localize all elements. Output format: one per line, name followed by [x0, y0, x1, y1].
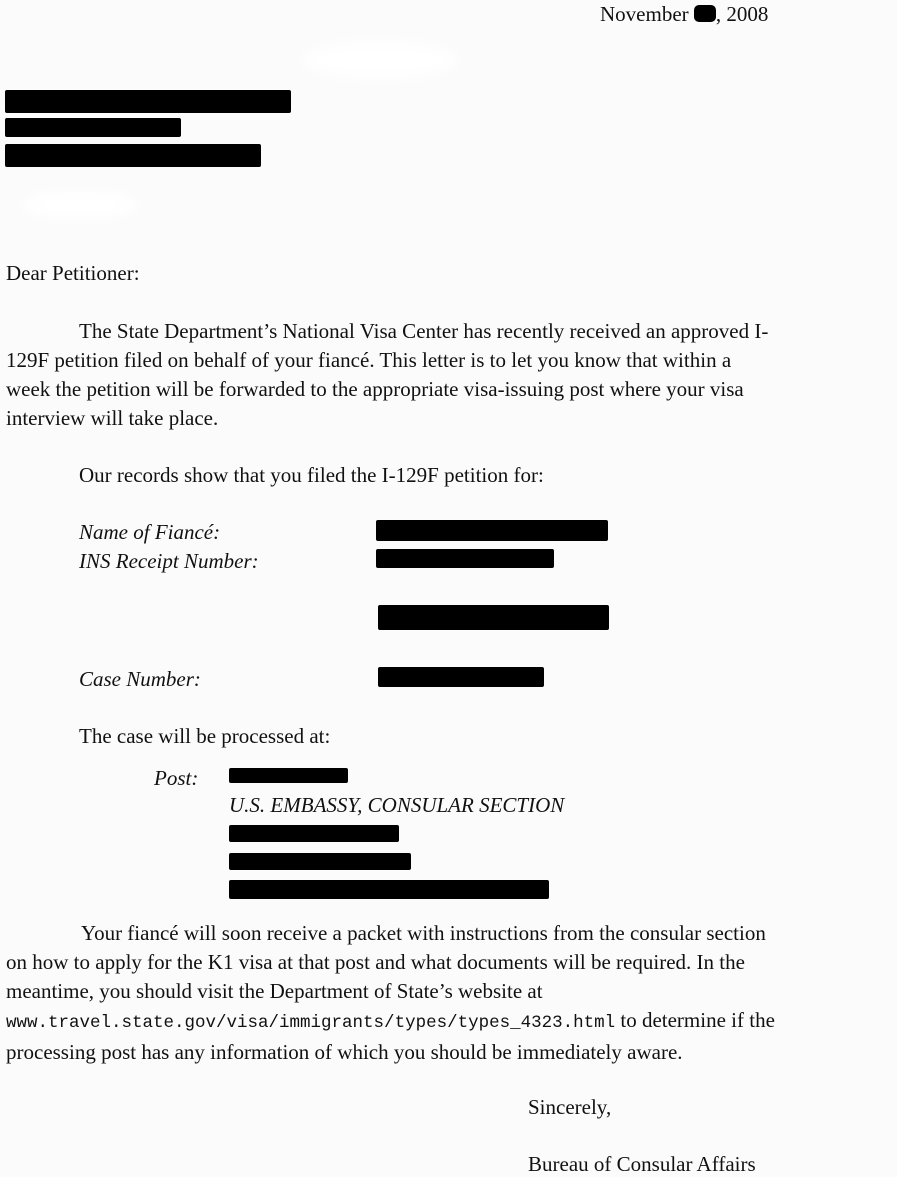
- intro-line: The State Department’s National Visa Center has recently received an approved I-: [79, 319, 769, 343]
- redacted-embassy-address-3: [229, 880, 549, 899]
- redacted-fiance-name: [376, 520, 608, 541]
- instructions-line: meantime, you should visit the Department of State’s website at: [6, 979, 543, 1003]
- intro-paragraph: [6, 317, 896, 433]
- instructions-line: processing post has any information of which you should be immediately aware.: [6, 1040, 683, 1064]
- scan-smudge: [20, 190, 140, 220]
- intro-line: week the petition will be forwarded to the appropriate visa-issuing post where your visa: [6, 377, 744, 401]
- signature: Bureau of Consular Affairs: [528, 1152, 756, 1176]
- instructions-line: Your fiancé will soon receive a packet with instructions from the consular section: [81, 921, 766, 945]
- valediction: Sincerely,: [528, 1095, 612, 1119]
- salutation: Dear Petitioner:: [6, 261, 140, 285]
- intro-line: interview will take place.: [6, 406, 219, 430]
- processing-intro: The case will be processed at:: [79, 724, 331, 748]
- letter-date: [600, 0, 768, 29]
- date-month: November: [600, 2, 694, 26]
- instructions-line: [6, 1006, 896, 1038]
- fiance-name-label: Name of Fiancé:: [79, 520, 221, 544]
- redacted-address-line-3: [5, 144, 261, 167]
- embassy-name: U.S. EMBASSY, CONSULAR SECTION: [229, 793, 565, 817]
- redacted-address-line-1: [5, 90, 291, 113]
- case-number-label: Case Number:: [79, 667, 201, 691]
- redacted-extra-field: [378, 605, 609, 630]
- date-year: , 2008: [715, 2, 769, 26]
- receipt-number-label: INS Receipt Number:: [79, 549, 259, 573]
- redacted-address-line-2: [5, 118, 181, 137]
- state-dept-url[interactable]: www.travel.state.gov/visa/immigrants/types/types_4323.html: [6, 1013, 616, 1033]
- scan-smudge: [300, 40, 460, 80]
- intro-line: 129F petition filed on behalf of your fiancé. This letter is to let you know that within a: [6, 348, 732, 372]
- redacted-post-city: [229, 768, 348, 783]
- redacted-day: [694, 5, 716, 22]
- records-intro: Our records show that you filed the I-129F petition for:: [79, 463, 544, 487]
- redacted-case-number: [378, 667, 544, 687]
- redacted-embassy-address-1: [229, 825, 399, 842]
- instructions-paragraph: [6, 919, 896, 1067]
- redacted-embassy-address-2: [229, 853, 411, 870]
- post-label: Post:: [154, 766, 199, 790]
- redacted-receipt-number: [376, 549, 554, 568]
- instructions-line: on how to apply for the K1 visa at that post and what documents will be required. In the: [6, 950, 745, 974]
- instructions-line-rest: to determine if the: [615, 1008, 775, 1032]
